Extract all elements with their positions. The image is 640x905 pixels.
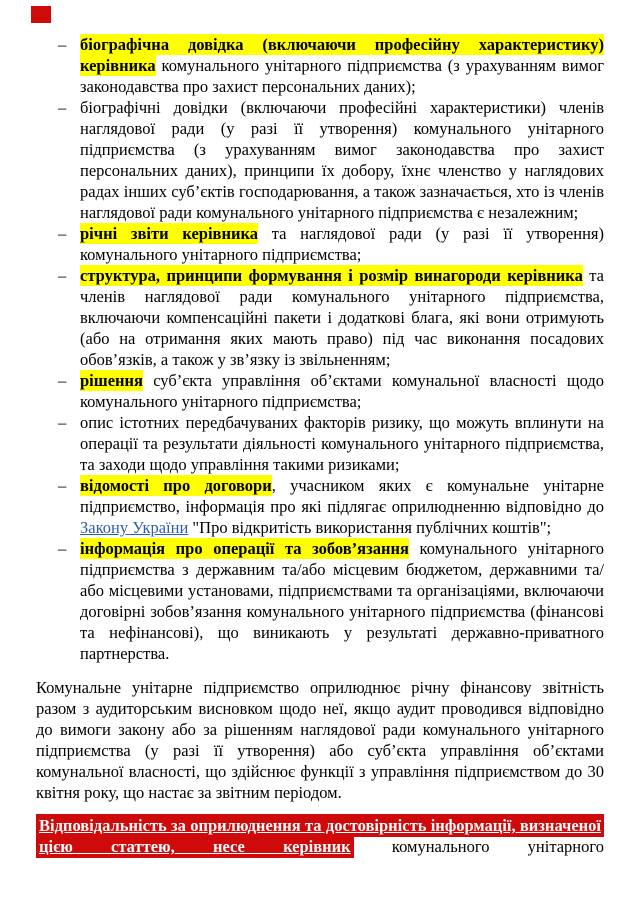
yellow-highlight: інформація про операції та зобов’язання xyxy=(80,539,409,558)
list-item-decisions xyxy=(36,370,604,412)
list-item-text: біографічні довідки (включаючи професійні характеристики) членів наглядової ради (у разі її утворення) комунального унітарного підприємства (з урахуванням вимог законодавства про захист персональних даних), принципи їх добору, їхнє членство у наглядових радах інших суб’єктів господарювання, а також зазначається, хто із членів наглядової ради комунального унітарного підприємства є незалежним; xyxy=(80,98,604,222)
yellow-highlight: рішення xyxy=(80,371,143,390)
list-item-text: "Про відкритість використання публічних коштів"; xyxy=(188,518,552,537)
yellow-highlight: річні звіти керівника xyxy=(80,224,258,243)
yellow-highlight: біографічна довідка (включаючи професійну характеристику) керівника xyxy=(80,35,604,75)
list-item-text: комунального унітарного підприємства (з урахуванням вимог законодавства про захист персональних даних); xyxy=(80,56,604,96)
list-item-text: комунального унітарного підприємства з державним та/або місцевим бюджетом, державними та/або місцевими установами, підприємствами та організаціями, включаючи договірні зобов’язання комунального унітарного підприємства (фінансові та нефінансові), що виникають у результаті державно-приватного партнерства. xyxy=(80,539,605,663)
yellow-highlight: відомості про договори xyxy=(80,476,272,495)
list-item-text: опис істотних передбачуваних факторів ризику, що можуть вплинути на операції та результати діяльності комунального унітарного підприємства, та заходи щодо управління такими ризиками; xyxy=(80,413,604,474)
list-item-remuneration xyxy=(36,265,604,370)
list-item-text: , учасником яких є комунальне унітарне підприємство, інформація про які підлягає оприлюдненню відповідно до xyxy=(80,476,605,516)
list-item-text: та членів наглядової ради комунального унітарного підприємства, включаючи компенсаційні пакети і додаткові блага, які вони отримують (або на отримання яких мають право) під час виконання посадових обов’язків, а також у зв’язку із звільненням; xyxy=(80,266,604,369)
law-of-ukraine-link[interactable]: Закону України xyxy=(80,518,189,537)
list-item-text: суб’єкта управління об’єктами комунальної власності щодо комунального унітарного підприємства; xyxy=(80,371,604,411)
list-item-contracts xyxy=(36,475,604,538)
paragraph-financial-reporting xyxy=(36,677,604,803)
disclosure-list xyxy=(36,34,604,664)
list-item-annual-reports xyxy=(36,223,604,265)
list-item-bio-board xyxy=(36,97,604,223)
paragraph-responsibility xyxy=(36,815,604,857)
red-highlight: Відповідальність за оприлюднення та достовірність інформації, визначеної цією статтею, несе керівник xyxy=(36,814,604,858)
paragraph-text: Комунальне унітарне підприємство оприлюднює річну фінансову звітність разом з аудиторським висновком щодо неї, якщо аудит проводився відповідно до вимоги закону або за рішенням наглядової ради комунального унітарного підприємства (у разі її утворення) або суб’єкта управління об’єктами комунальної власності, що здійснює функції з управління підприємством до 30 квітня року, що настає за звітним періодом. xyxy=(36,678,604,802)
list-item-bio-head xyxy=(36,34,604,97)
list-item-operations-obligations xyxy=(36,538,604,664)
list-item-risk-factors xyxy=(36,412,604,475)
list-item-text: та наглядової ради (у разі її утворення) комунального унітарного підприємства; xyxy=(80,224,604,264)
red-highlight-fragment xyxy=(31,6,51,23)
paragraph-text: комунального унітарного xyxy=(353,837,604,856)
yellow-highlight: структура, принципи формування і розмір винагороди керівника xyxy=(80,266,583,285)
